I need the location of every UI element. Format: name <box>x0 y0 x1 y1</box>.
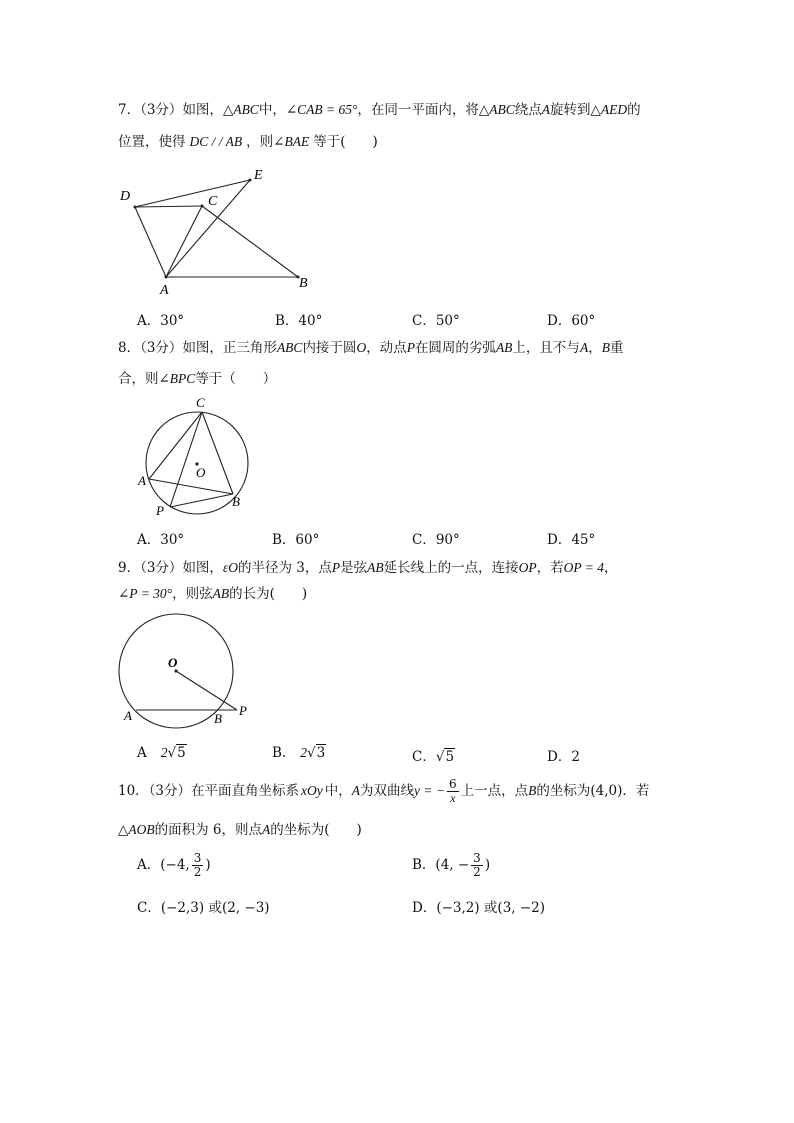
q8-circle-o: O <box>356 340 367 355</box>
q7-text: 中， <box>258 102 286 118</box>
q9-segment-op: OP <box>518 560 537 575</box>
option-fraction <box>192 852 204 879</box>
option-text: 30° <box>160 313 185 329</box>
q9-op-value: OP = 4 <box>563 560 605 575</box>
q8-label-o: O <box>196 465 206 480</box>
q8-text: ，动点 <box>366 340 407 356</box>
option-letter: C． <box>412 532 436 548</box>
q7-number: 7． <box>118 102 141 118</box>
q7-option-a[interactable] <box>137 309 184 329</box>
q10-option-d[interactable] <box>412 896 545 916</box>
q7-segment-de <box>135 180 250 207</box>
q8-segment-pb <box>170 494 233 507</box>
q7-triangle-abc-2: △ABC <box>478 102 515 117</box>
q10-fraction <box>447 778 459 805</box>
q8-point-p: P <box>406 340 415 355</box>
q10-score: （3分） <box>148 783 192 799</box>
option-letter: C． <box>137 900 161 916</box>
q8-segment-ca <box>149 412 202 479</box>
q10-text: 的坐标为 <box>536 783 591 799</box>
fraction-denominator: 2 <box>473 865 481 879</box>
option-text: ) <box>205 857 211 873</box>
q9-option-c[interactable]: C．√5 <box>412 749 455 765</box>
option-coef: 2 <box>300 745 307 760</box>
q8-label-b: B <box>232 494 240 509</box>
q9-stem-line2 <box>118 584 307 604</box>
option-fraction <box>471 852 483 879</box>
q9-stem-line1 <box>118 558 618 578</box>
q7-segment-da <box>135 207 166 277</box>
q7-option-b[interactable] <box>275 309 322 329</box>
q9-segment-op <box>176 671 237 710</box>
q7-triangle-abc: △ABC <box>222 102 259 117</box>
q8-text: 如图，正三角形 <box>182 340 277 356</box>
option-letter: A． <box>137 857 161 873</box>
q7-figure <box>110 160 330 300</box>
option-text: 50° <box>435 313 460 329</box>
option-letter: B． <box>275 313 299 329</box>
q9-text: 如图， <box>182 560 223 576</box>
q10-text: 在平面直角坐标系 <box>191 783 300 799</box>
option-radicand: 5 <box>177 745 186 761</box>
option-letter: A． <box>137 532 161 548</box>
q9-score: （3分） <box>140 560 183 576</box>
option-text: 45° <box>571 532 596 548</box>
option-letter: A． <box>137 313 161 329</box>
q8-segment-cp <box>170 412 202 507</box>
option-letter: B. <box>272 745 287 761</box>
q7-label-b: B <box>299 276 308 291</box>
q7-text: ，在同一平面内，将 <box>357 102 479 118</box>
fraction-denominator: x <box>450 791 456 805</box>
q7-triangle-aed: △AED <box>590 102 628 117</box>
q7-score: （3分） <box>140 102 183 118</box>
q8-stem-line2 <box>118 369 276 389</box>
q8-point-b: B <box>601 340 610 355</box>
q9-text: 延长线上的一点，连接 <box>383 560 519 576</box>
q7-text: 等于( ) <box>313 134 378 150</box>
q7-segment-cb <box>202 206 298 277</box>
option-text: 40° <box>298 313 323 329</box>
option-text: 30° <box>160 532 185 548</box>
q8-angle-bpc: ∠BPC <box>158 371 196 386</box>
q7-parallel: DC / / AB <box>189 134 243 149</box>
option-text: (4, − <box>435 857 470 873</box>
q8-text: ， <box>588 340 602 356</box>
q7-point-a: A <box>541 102 551 117</box>
q8-score: （3分） <box>140 340 183 356</box>
q9-option-b[interactable]: B. 2√3 <box>272 745 326 761</box>
q8-text: 上，且不与 <box>512 340 580 356</box>
q7-label-e: E <box>254 168 263 183</box>
q10-y-eq: y = − <box>414 783 445 798</box>
q10-stem-line1 <box>118 776 649 806</box>
q9-text: 的半径为 3，点 <box>238 560 332 576</box>
q10-text: 的坐标为( ) <box>270 822 362 838</box>
q8-triangle: ABC <box>276 340 303 355</box>
q7-text: 如图， <box>182 102 223 118</box>
q7-segment-dc <box>135 206 202 207</box>
q10-point-b: B <box>528 783 537 798</box>
q8-number: 8． <box>118 340 141 356</box>
q7-option-c[interactable] <box>412 309 460 329</box>
q9-angle-p: ∠P = 30° <box>118 586 173 601</box>
q8-option-d[interactable] <box>547 528 595 548</box>
option-text: 2 <box>571 749 580 765</box>
q8-text: 在圆周的劣弧 <box>414 340 496 356</box>
q8-arc-ab: AB <box>495 340 513 355</box>
option-radicand: 5 <box>445 749 455 765</box>
q10-text: 为双曲线 <box>360 783 415 799</box>
q9-label-a: A <box>124 708 132 723</box>
q7-text: 的 <box>627 102 641 118</box>
q9-label-o: O <box>168 655 178 670</box>
option-radicand: 3 <box>316 745 326 761</box>
q9-number: 9． <box>118 560 141 576</box>
option-text: 60° <box>571 313 596 329</box>
q9-chord-2: AB <box>212 586 230 601</box>
q9-text: ，若 <box>536 560 564 576</box>
option-letter: D． <box>412 900 437 916</box>
q8-option-c[interactable] <box>412 528 460 548</box>
fraction-numerator: 3 <box>473 851 481 865</box>
q9-option-a[interactable]: A 2√5 <box>137 745 186 761</box>
q10-point-a-2: A <box>262 822 271 837</box>
option-letter: C． <box>412 749 436 765</box>
q7-label-a: A <box>160 283 169 298</box>
fraction-denominator: 2 <box>193 865 202 879</box>
q8-option-a[interactable] <box>137 528 184 548</box>
option-letter: D． <box>547 749 572 765</box>
option-text: (−4, <box>160 857 190 873</box>
fraction-numerator: 6 <box>448 777 457 791</box>
option-text: 60° <box>295 532 320 548</box>
q9-text: ，则弦 <box>172 586 213 602</box>
q10-xoy: xOy <box>301 783 323 798</box>
q9-option-d[interactable] <box>547 745 580 765</box>
q7-label-d: D <box>120 189 131 204</box>
q7-text: 绕点 <box>514 102 542 118</box>
q7-label-c: C <box>208 194 218 209</box>
q10-text: 的面积为 6，则点 <box>154 822 263 838</box>
q8-label-c: C <box>196 395 205 410</box>
q9-label-b: B <box>214 711 222 726</box>
q9-circle: εO <box>222 560 239 575</box>
q7-angle-bae: ∠BAE <box>273 134 310 149</box>
option-text: (−2,3) 或(2, −3) <box>160 900 270 916</box>
option-text: ) <box>484 857 491 873</box>
option-text: 90° <box>435 532 460 548</box>
q10-option-c[interactable] <box>137 896 270 916</box>
q10-point-a: A <box>351 783 361 798</box>
q8-text: 等于（ ） <box>195 371 277 387</box>
q9-text: ， <box>604 560 618 576</box>
q8-text: 合，则 <box>118 371 159 387</box>
option-letter: B． <box>272 532 296 548</box>
q8-text: 内接于圆 <box>302 340 357 356</box>
option-letter: A <box>137 745 147 761</box>
q10-option-a[interactable] <box>137 851 211 879</box>
q8-label-p: P <box>156 503 164 518</box>
q7-stem-line1 <box>118 100 641 120</box>
q10-text: 中， <box>324 783 352 799</box>
q10-option-b[interactable] <box>412 851 490 879</box>
q7-text: 旋转到 <box>550 102 591 118</box>
q9-text: 的长为( ) <box>229 586 308 602</box>
q8-label-a: A <box>138 473 146 488</box>
option-letter: B． <box>412 857 436 873</box>
fraction-numerator: 3 <box>193 851 202 865</box>
q9-point-p: P <box>331 560 341 575</box>
option-letter: D． <box>547 532 572 548</box>
option-text: (−3,2) 或(3, −2) <box>436 900 546 916</box>
q9-figure <box>112 610 262 730</box>
option-letter: C． <box>412 313 436 329</box>
q8-segment-cb <box>202 412 233 494</box>
q8-stem-line1 <box>118 338 623 358</box>
q7-option-d[interactable] <box>547 309 595 329</box>
q10-text: 上一点，点 <box>460 783 529 799</box>
q10-b-coord: (4,0) <box>590 783 623 799</box>
q7-text: 位置，使得 <box>118 134 186 150</box>
q10-triangle-aob: △AOB <box>118 822 155 837</box>
q9-label-p: P <box>239 703 247 718</box>
q9-chord: AB <box>367 560 384 575</box>
q8-option-b[interactable] <box>272 528 319 548</box>
q8-figure <box>130 393 270 523</box>
q8-point-a: A <box>579 340 589 355</box>
q10-stem-line2 <box>118 820 362 840</box>
q8-segment-ab <box>149 479 233 494</box>
option-letter: D． <box>547 313 572 329</box>
q10-text: ．若 <box>622 783 650 799</box>
q7-stem-line2 <box>118 132 378 152</box>
q9-text: 是弦 <box>340 560 368 576</box>
option-coef: 2 <box>160 745 168 760</box>
q10-number: 10． <box>118 783 149 799</box>
q7-text: ，则 <box>246 134 274 150</box>
q8-text: 重 <box>609 340 624 356</box>
q7-angle-cab: ∠CAB = 65° <box>285 102 358 117</box>
